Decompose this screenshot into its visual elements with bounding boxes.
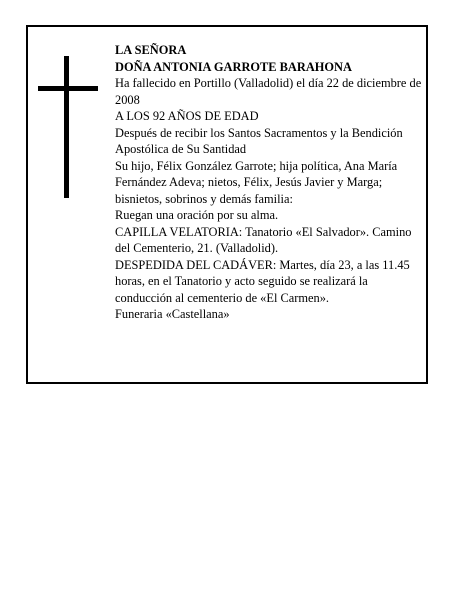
farewell-info: DESPEDIDA DEL CADÁVER: Martes, día 23, a las 11.45 horas, en el Tanatorio y acto seguido se realizará la conducción al cementerio de «El Carmen». (115, 257, 410, 305)
family-statement: Su hijo, Félix González Garrote; hija política, Ana María Fernández Adeva; nietos, Félix, Jesús Javier y Marga; bisnietos, sobrinos y demás familia: (115, 158, 398, 206)
deceased-name: DOÑA ANTONIA GARROTE BARAHONA (115, 59, 352, 74)
sacraments-statement: Después de recibir los Santos Sacramentos y la Bendición Apostólica de Su Santidad (115, 125, 403, 156)
cross-horizontal-bar (38, 86, 98, 91)
obituary-notice (26, 25, 428, 384)
funeral-home: Funeraria «Castellana» (115, 307, 230, 321)
age-statement: A LOS 92 AÑOS DE EDAD (115, 109, 259, 123)
chapel-info: CAPILLA VELATORIA: Tanatorio «El Salvador». Camino del Cementerio, 21. (Valladolid). (115, 224, 412, 255)
notice-heading: LA SEÑORA (115, 43, 187, 57)
cross-vertical-bar (64, 56, 69, 198)
death-statement: Ha fallecido en Portillo (Valladolid) el día 22 de diciembre de 2008 (115, 76, 422, 107)
obituary-text (115, 42, 423, 323)
cross-icon (38, 56, 98, 198)
prayer-request: Ruegan una oración por su alma. (115, 208, 279, 222)
